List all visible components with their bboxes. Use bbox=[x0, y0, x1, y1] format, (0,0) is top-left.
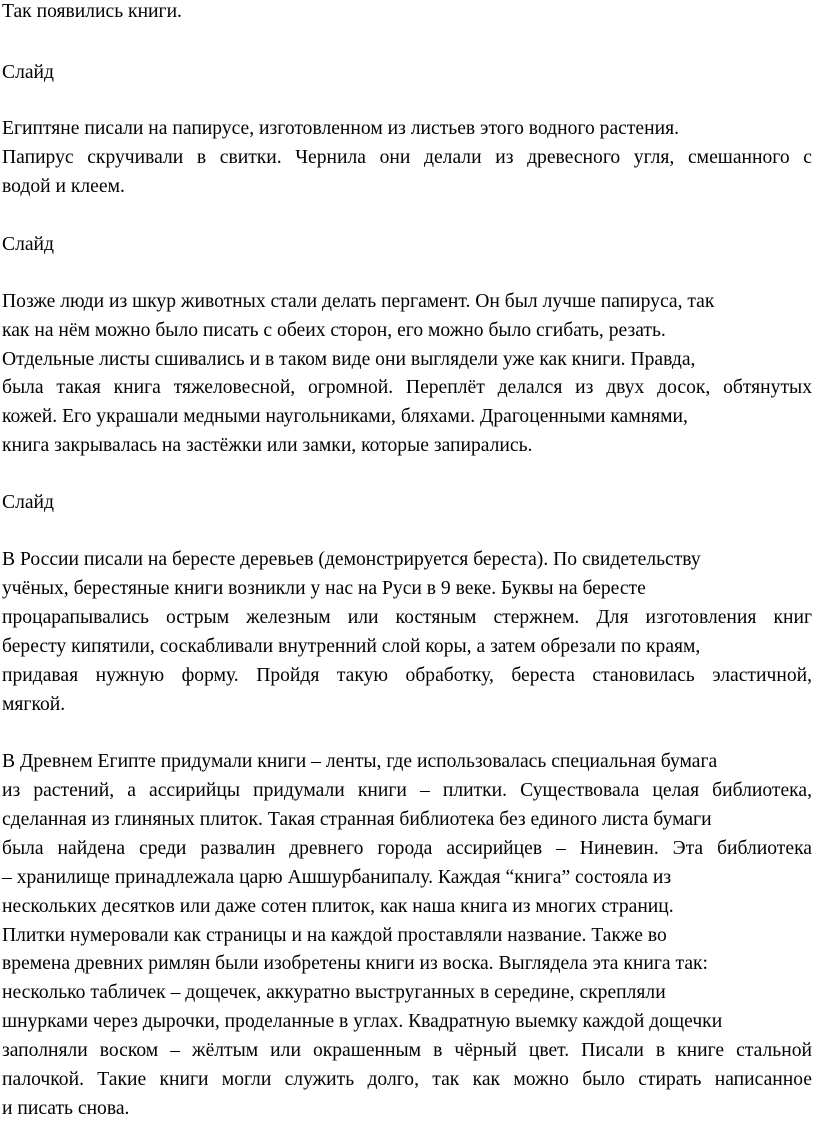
text-line: В Древнем Египте придумали книги – ленты, где использовалась специальная бумага bbox=[2, 751, 718, 772]
text-line: мягкой. bbox=[2, 694, 66, 715]
slide-marker-2: Слайд bbox=[2, 234, 54, 255]
slide-marker-3: Слайд bbox=[2, 492, 54, 513]
text-line: Плитки нумеровали как страницы и на каждой проставляли название. Также во bbox=[2, 925, 667, 946]
text-line: Папирус скручивали в свитки. Чернила они делали из древесного угля, смешанного с bbox=[2, 147, 812, 168]
text-line: и писать снова. bbox=[2, 1098, 130, 1119]
text-line: сделанная из глиняных плиток. Такая странная библиотека без единого листа бумаги bbox=[2, 809, 712, 830]
text-line: заполняли воском – жёлтым или окрашенным в чёрный цвет. Писали в книге стальной bbox=[2, 1040, 812, 1061]
text-line: как на нём можно было писать с обеих сторон, его можно было сгибать, резать. bbox=[2, 320, 666, 341]
text-line: придавая нужную форму. Пройдя такую обработку, береста становилась эластичной, bbox=[2, 665, 812, 686]
text-line: кожей. Его украшали медными наугольниками, бляхами. Драгоценными камнями, bbox=[2, 406, 688, 427]
text-line: нескольких десятков или даже сотен плиток, как наша книга из многих страниц. bbox=[2, 896, 674, 917]
text-line: книга закрывалась на застёжки или замки, которые запирались. bbox=[2, 435, 533, 456]
text-line: Египтяне писали на папирусе, изготовленном из листьев этого водного растения. bbox=[2, 118, 679, 139]
text-line-intro: Так появились книги. bbox=[2, 1, 182, 22]
text-line: из растений, а ассирийцы придумали книги – плитки. Существовала целая библиотека, bbox=[2, 780, 812, 801]
text-line: времена древних римлян были изобретены книги из воска. Выглядела эта книга так: bbox=[2, 953, 708, 974]
text-line: палочкой. Такие книги могли служить долго, так как можно было стирать написанное bbox=[2, 1069, 812, 1090]
text-line: – хранилище принадлежала царю Ашшурбанипалу. Каждая “книга” состояла из bbox=[2, 867, 672, 888]
text-line: бересту кипятили, соскабливали внутренний слой коры, а затем обрезали по краям, bbox=[2, 636, 701, 657]
text-line: несколько табличек – дощечек, аккуратно выструганных в середине, скрепляли bbox=[2, 982, 666, 1003]
text-line: водой и клеем. bbox=[2, 176, 125, 197]
text-line: Отдельные листы сшивались и в таком виде они выглядели уже как книги. Правда, bbox=[2, 349, 696, 370]
text-line: В России писали на бересте деревьев (демонстрируется береста). По свидетельству bbox=[2, 549, 701, 570]
text-line: Позже люди из шкур животных стали делать пергамент. Он был лучше папируса, так bbox=[2, 291, 715, 312]
text-line: процарапывались острым железным или костяным стержнем. Для изготовления книг bbox=[2, 607, 812, 628]
text-line: шнурками через дырочки, проделанные в углах. Квадратную выемку каждой дощечки bbox=[2, 1011, 723, 1032]
slide-marker-1: Слайд bbox=[2, 62, 54, 83]
text-line: была найдена среди развалин древнего города ассирийцев – Ниневин. Эта библиотека bbox=[2, 838, 812, 859]
text-line: была такая книга тяжеловесной, огромной. Переплёт делался из двух досок, обтянутых bbox=[2, 377, 812, 398]
text-line: учёных, берестяные книги возникли у нас на Руси в 9 веке. Буквы на бересте bbox=[2, 578, 646, 599]
